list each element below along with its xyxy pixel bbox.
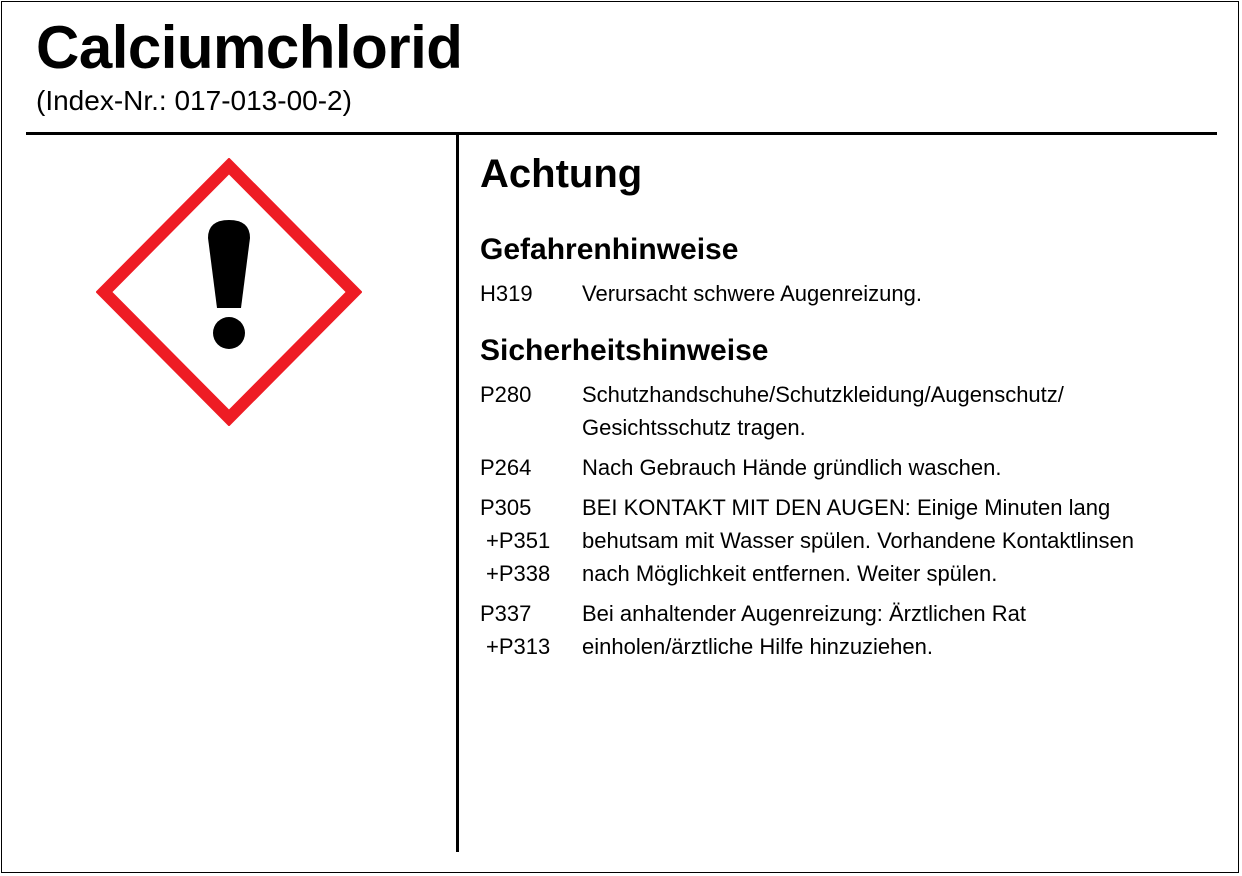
statement-text-line: Nach Gebrauch Hände gründlich waschen. [582, 455, 1002, 480]
statement-codes [480, 597, 582, 663]
statement-code: P280 [480, 382, 532, 407]
statement-row [480, 277, 1220, 310]
exclamation-dot [213, 317, 245, 349]
ghs07-exclamation-mark-icon [96, 158, 362, 426]
substance-name: Calciumchlorid [36, 14, 463, 81]
hazard-statements-heading: Gefahrenhinweise [480, 233, 739, 266]
statement-code: +P313 [486, 634, 551, 659]
statement-text-line: behutsam mit Wasser spülen. Vorhandene Kontaktlinsen [582, 528, 1134, 553]
statement-code: +P338 [486, 561, 551, 586]
statement-text [582, 378, 1220, 444]
statement-row [480, 378, 1220, 444]
hazard-statements-list [480, 277, 1220, 310]
statement-code: H319 [480, 281, 533, 306]
statement-code: P264 [480, 455, 532, 480]
statement-codes [480, 378, 582, 444]
statement-codes [480, 451, 582, 484]
statement-text-line: Bei anhaltender Augenreizung: Ärztlichen Rat [582, 601, 1026, 626]
statement-text-line: BEI KONTAKT MIT DEN AUGEN: Einige Minuten lang [582, 495, 1111, 520]
statement-text-line: Gesichtsschutz tragen. [582, 415, 806, 440]
statement-text-line: nach Möglichkeit entfernen. Weiter spülen. [582, 561, 998, 586]
statement-code: P337 [480, 601, 532, 626]
statement-row [480, 597, 1220, 663]
statement-text-line: einholen/ärztliche Hilfe hinzuziehen. [582, 634, 933, 659]
signal-word: Achtung [480, 152, 643, 196]
statement-text [582, 597, 1220, 663]
statement-text-line: Schutzhandschuhe/Schutzkleidung/Augenschutz/ [582, 382, 1064, 407]
statement-text [582, 451, 1220, 484]
column-divider [456, 134, 459, 852]
precautionary-statements-heading: Sicherheitshinweise [480, 334, 769, 367]
precautionary-statements-list [480, 378, 1220, 663]
statement-code: +P351 [486, 528, 551, 553]
statement-code: P305 [480, 495, 532, 520]
statements-panel [480, 148, 1220, 685]
statement-row [480, 491, 1220, 590]
statement-text-line: Verursacht schwere Augenreizung. [582, 281, 922, 306]
statement-codes [480, 277, 582, 310]
statement-text [582, 277, 1220, 310]
statement-codes [480, 491, 582, 590]
header-divider [26, 132, 1217, 135]
statement-text [582, 491, 1220, 590]
statement-row [480, 451, 1220, 484]
index-number: (Index-Nr.: 017-013-00-2) [36, 85, 352, 116]
